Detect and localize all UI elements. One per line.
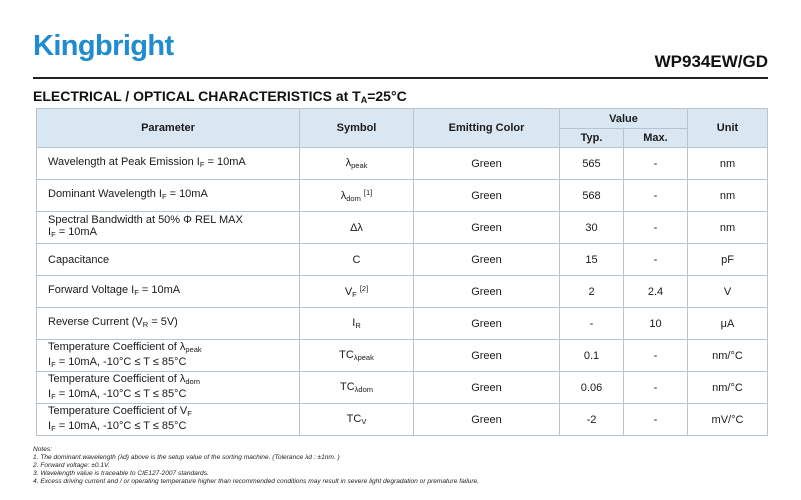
cell-typ: -2 (560, 404, 624, 436)
parameter-text: = 10mA (204, 156, 246, 168)
parameter-line (48, 214, 299, 226)
table-row (37, 244, 768, 276)
cell-emitting-color: Green (414, 148, 560, 180)
header-unit: Unit (688, 109, 768, 148)
cell-emitting-color: Green (414, 212, 560, 244)
note-item: 3. Wavelength value is traceable to CIE127-2007 standards. (33, 470, 209, 477)
parameter-subscript: F (51, 423, 56, 433)
notes-title: Notes: (33, 446, 53, 453)
characteristics-table (36, 108, 768, 436)
parameter-text: = 10mA, -10°C ≤ T ≤ 85°C (55, 419, 187, 432)
header-max: Max. (624, 129, 688, 148)
note-item: 4. Excess driving current and / or operating temperature higher than recommended conditions may result in severe light degradation or premature failure. (33, 478, 480, 485)
parameter-line (48, 316, 299, 331)
cell-max: - (624, 404, 688, 436)
header-parameter: Parameter (37, 109, 300, 148)
parameter-subscript: F (51, 359, 56, 369)
parameter-text: = 10mA (55, 226, 97, 238)
cell-parameter (37, 276, 300, 308)
parameter-text: = 10mA (166, 188, 208, 200)
notes (33, 446, 479, 486)
cell-max: 2.4 (624, 276, 688, 308)
symbol-subscript: λpeak (353, 353, 374, 362)
cell-parameter (37, 148, 300, 180)
parameter-subscript: dom (185, 376, 200, 386)
parameter-text: Capacitance (48, 253, 110, 266)
parameter-text: = 10mA (138, 284, 181, 296)
parameter-line (48, 373, 299, 388)
symbol-subscript: λdom (354, 385, 373, 394)
symbol-text: TC (346, 413, 362, 425)
symbol-note-ref: [2] (359, 284, 369, 293)
cell-max: - (624, 212, 688, 244)
cell-symbol (300, 372, 414, 404)
table-row (37, 372, 768, 404)
parameter-text: Temperature Coefficient of V (48, 404, 188, 417)
cell-typ: 565 (560, 148, 624, 180)
cell-symbol (300, 180, 414, 212)
parameter-text: I (48, 419, 52, 432)
parameter-text: I (48, 226, 52, 238)
table-row (37, 148, 768, 180)
cell-symbol (300, 308, 414, 340)
cell-typ: 2 (560, 276, 624, 308)
symbol-note-ref: [1] (363, 188, 373, 197)
parameter-text: I (48, 387, 52, 400)
cell-unit: pF (688, 244, 768, 276)
parameter-text: Temperature Coefficient of λ (48, 340, 186, 353)
parameter-subscript: F (187, 408, 192, 418)
parameter-subscript: R (142, 320, 149, 329)
parameter-line (48, 188, 299, 203)
cell-parameter (37, 212, 300, 244)
cell-emitting-color: Green (414, 340, 560, 372)
cell-unit: nm (688, 212, 768, 244)
cell-symbol (300, 340, 414, 372)
table-row (37, 404, 768, 436)
parameter-subscript: F (134, 288, 139, 297)
symbol-text: C (352, 253, 361, 266)
parameter-subscript: peak (185, 344, 202, 354)
kingbright-logo: Kingbright (33, 30, 174, 62)
cell-parameter (37, 372, 300, 404)
cell-parameter (37, 308, 300, 340)
parameter-line (48, 420, 299, 435)
parameter-text: = 10mA, -10°C ≤ T ≤ 85°C (55, 355, 187, 368)
table-row (37, 276, 768, 308)
parameter-line (48, 254, 299, 266)
table-row (37, 180, 768, 212)
cell-max: 10 (624, 308, 688, 340)
cell-emitting-color: Green (414, 308, 560, 340)
note-item: 1. The dominant wavelength (λd) above is the setup value of the sorting machine. (Tolerance λd : ±1nm. ) (33, 454, 340, 461)
parameter-subscript: F (161, 192, 167, 201)
cell-typ: 568 (560, 180, 624, 212)
cell-symbol (300, 276, 414, 308)
symbol-text: λ (345, 157, 352, 169)
parameter-text: Reverse Current (V (48, 316, 143, 328)
cell-emitting-color: Green (414, 372, 560, 404)
header-typ: Typ. (560, 129, 624, 148)
parameter-text: = 5V) (148, 316, 178, 328)
symbol-subscript: peak (351, 161, 368, 170)
cell-symbol (300, 244, 414, 276)
cell-typ: 0.06 (560, 372, 624, 404)
cell-typ: 0.1 (560, 340, 624, 372)
parameter-line (48, 388, 299, 403)
cell-symbol (300, 212, 414, 244)
cell-unit: mV/°C (688, 404, 768, 436)
table-row (37, 308, 768, 340)
cell-emitting-color: Green (414, 244, 560, 276)
parameter-text: Temperature Coefficient of λ (48, 372, 186, 385)
parameter-line (48, 156, 299, 171)
parameter-line (48, 226, 299, 241)
parameter-text: Wavelength at Peak Emission I (48, 156, 200, 168)
cell-max: - (624, 244, 688, 276)
parameter-text: Dominant Wavelength I (48, 188, 162, 200)
table-body (37, 148, 768, 436)
symbol-text: TC (339, 349, 354, 361)
cell-unit: μA (688, 308, 768, 340)
parameter-line (48, 341, 299, 356)
cell-max: - (624, 148, 688, 180)
cell-unit: nm (688, 148, 768, 180)
cell-unit: V (688, 276, 768, 308)
cell-parameter (37, 340, 300, 372)
parameter-line (48, 284, 299, 299)
parameter-line (48, 356, 299, 371)
header-value: Value (560, 109, 688, 129)
cell-emitting-color: Green (414, 276, 560, 308)
part-number: WP934EW/GD (654, 52, 768, 71)
section-title: ELECTRICAL / OPTICAL CHARACTERISTICS at $T_A=25^\circ C$ (33, 88, 407, 105)
symbol-subscript: R (355, 321, 361, 330)
symbol-subscript: V (361, 417, 367, 426)
cell-parameter (37, 180, 300, 212)
cell-symbol (300, 148, 414, 180)
parameter-text: = 10mA, -10°C ≤ T ≤ 85°C (55, 387, 187, 400)
parameter-subscript: F (51, 230, 56, 239)
cell-max: - (624, 180, 688, 212)
table-row (37, 212, 768, 244)
cell-max: - (624, 372, 688, 404)
symbol-text: V (344, 286, 353, 298)
note-item: 2. Forward voltage: ±0.1V. (33, 462, 110, 469)
table-row (37, 340, 768, 372)
symbol-text: I (352, 317, 356, 329)
parameter-subscript: F (51, 391, 56, 401)
cell-typ: - (560, 308, 624, 340)
symbol-subscript: F (352, 290, 357, 299)
parameter-text: Spectral Bandwidth at 50% Φ REL MAX (48, 214, 243, 226)
cell-parameter (37, 404, 300, 436)
cell-typ: 30 (560, 212, 624, 244)
symbol-text: Δλ (350, 221, 363, 234)
cell-parameter (37, 244, 300, 276)
parameter-line (48, 405, 299, 420)
cell-symbol (300, 404, 414, 436)
cell-unit: nm/°C (688, 340, 768, 372)
symbol-subscript: dom (346, 194, 361, 203)
cell-max: - (624, 340, 688, 372)
cell-emitting-color: Green (414, 180, 560, 212)
parameter-subscript: F (199, 160, 205, 169)
header-divider (33, 77, 768, 79)
parameter-text: I (48, 355, 52, 368)
cell-typ: 15 (560, 244, 624, 276)
header-emitting-color: Emitting Color (414, 109, 560, 148)
parameter-text: Forward Voltage I (48, 284, 135, 296)
header-symbol: Symbol (300, 109, 414, 148)
symbol-text: λ (340, 190, 347, 202)
cell-unit: nm/°C (688, 372, 768, 404)
cell-unit: nm (688, 180, 768, 212)
cell-emitting-color: Green (414, 404, 560, 436)
symbol-text: TC (339, 381, 355, 393)
